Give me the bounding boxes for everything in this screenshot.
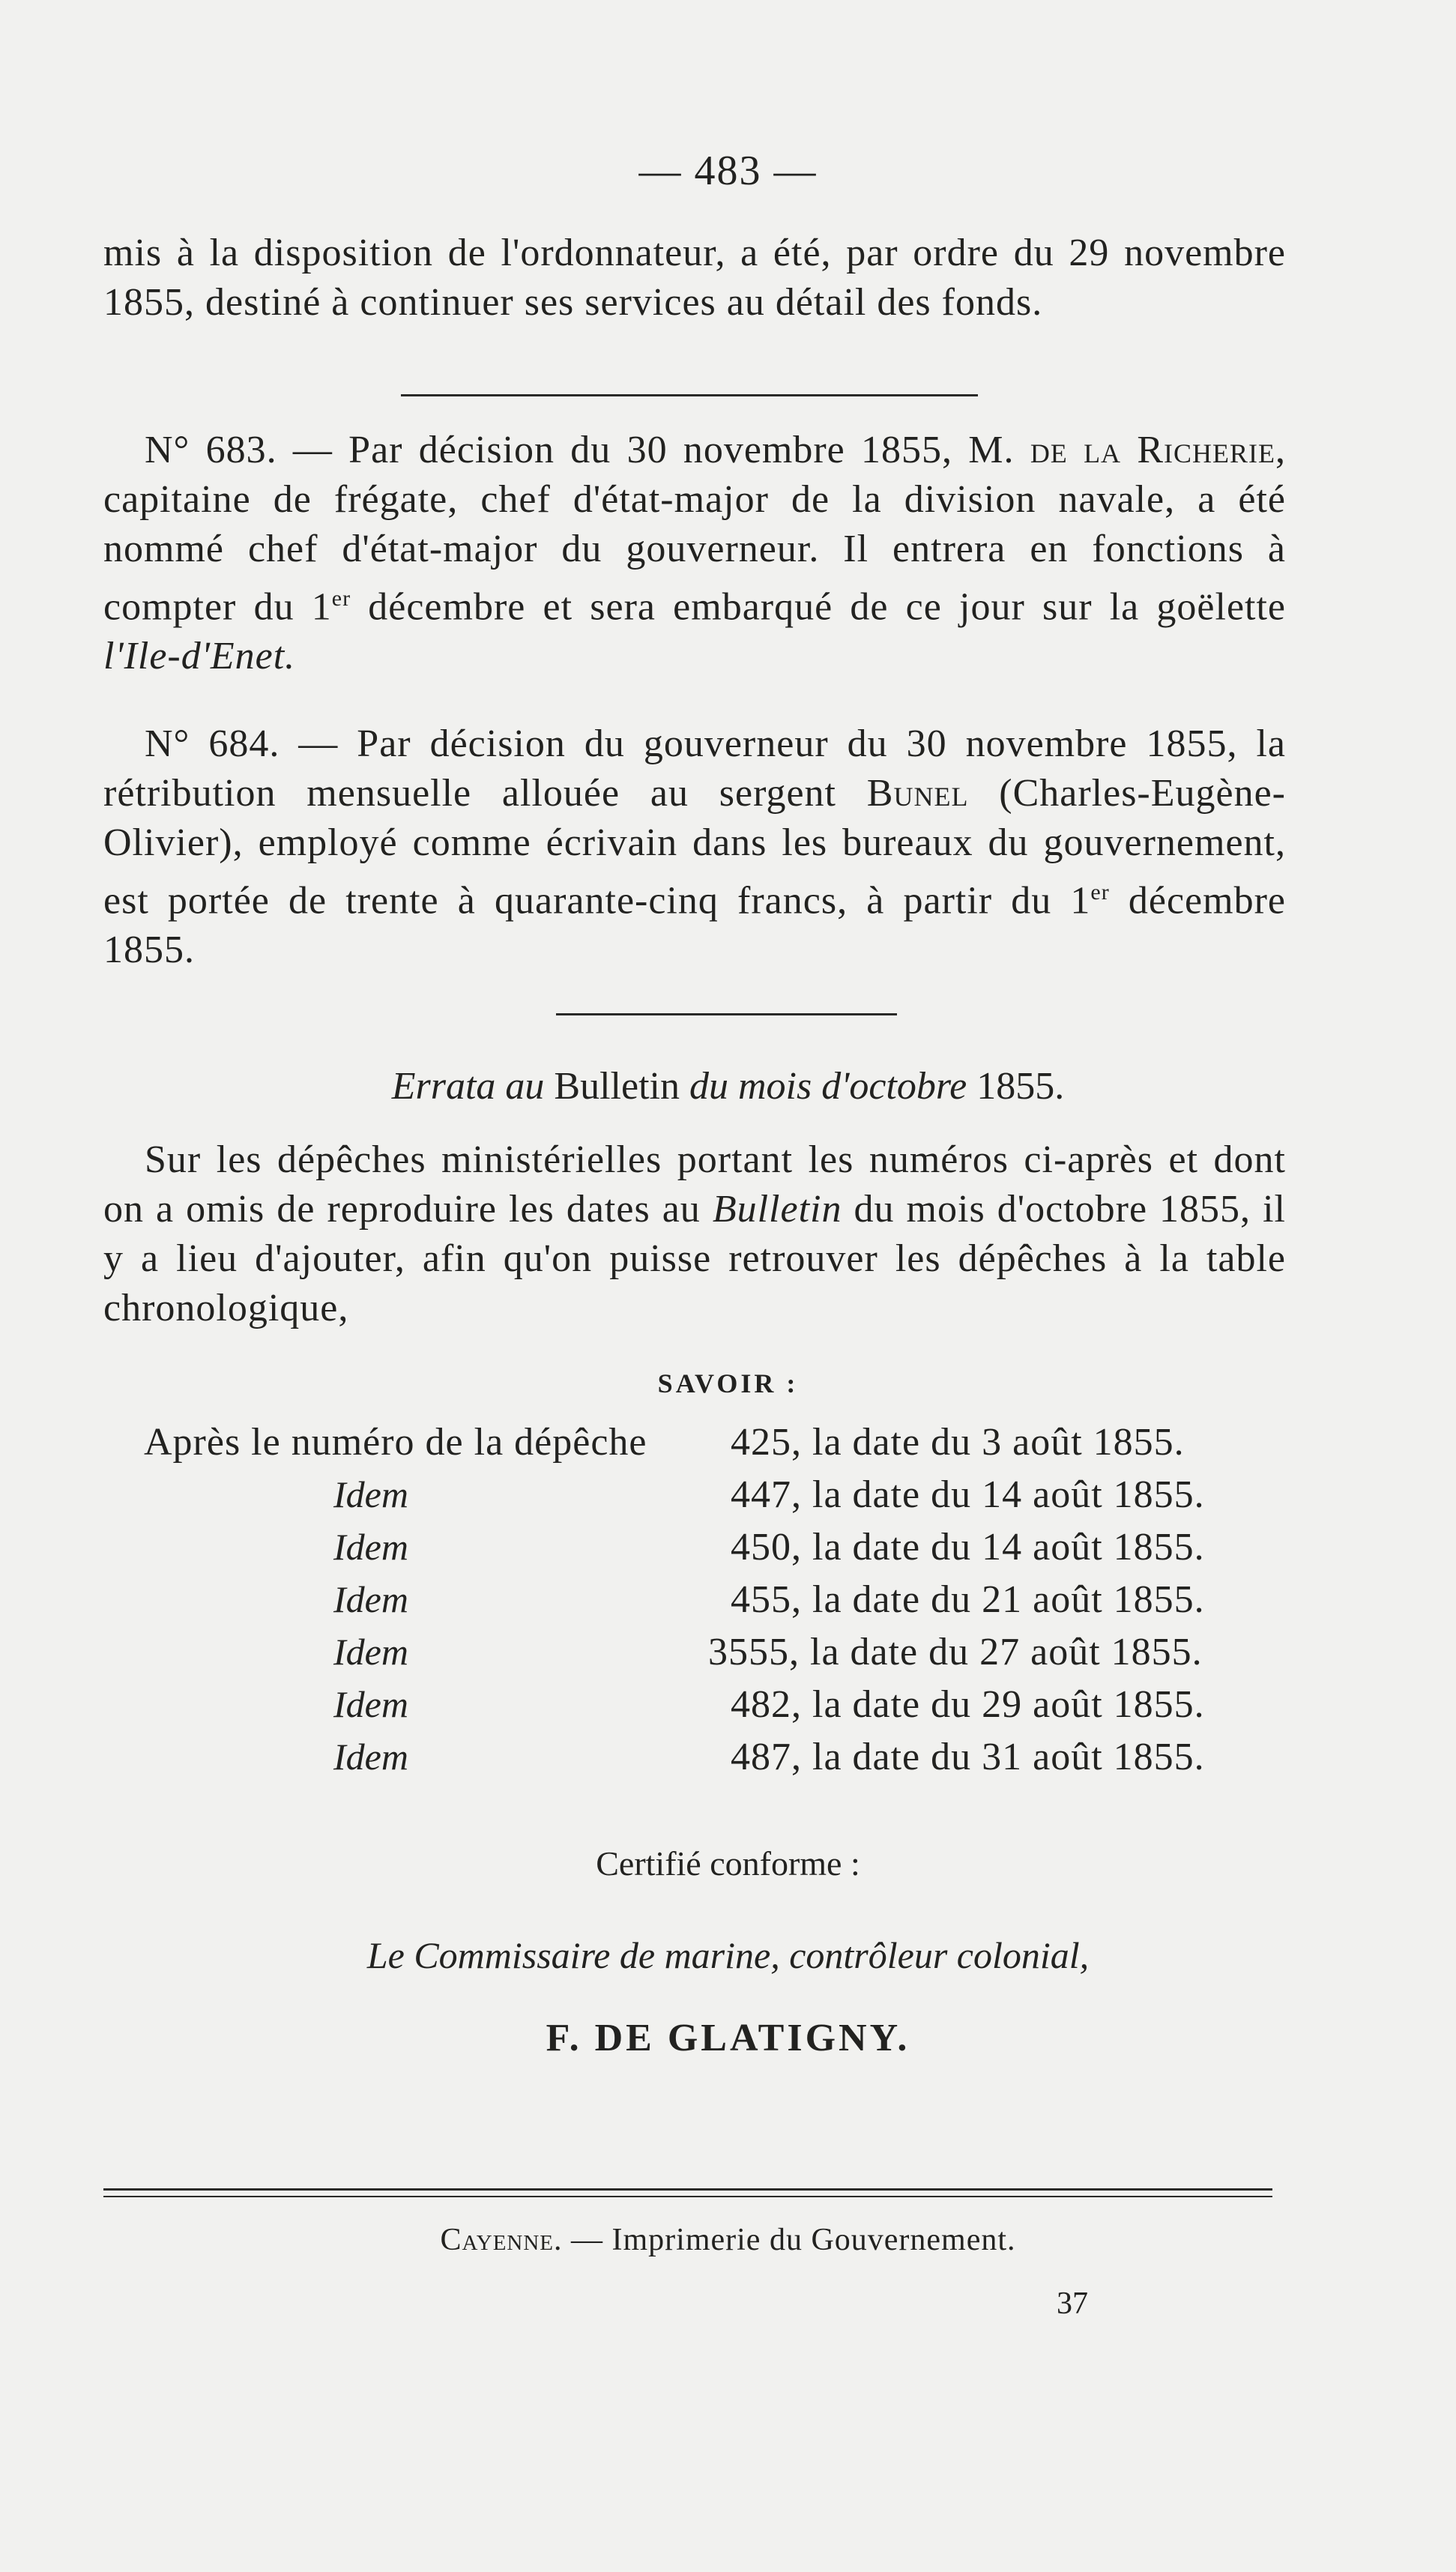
errata-title-part: Bulletin <box>544 1065 689 1108</box>
errata-title-part: 1855. <box>967 1065 1065 1108</box>
errata-first-label: Après le numéro de la dépêche <box>144 1421 647 1464</box>
errata-title-part: du mois d'octobre <box>689 1065 967 1108</box>
footer-printer: — Imprimerie du Gouvernement. <box>562 2223 1016 2257</box>
entry-text: — Par décision du 30 novembre 1855, M. <box>277 429 1030 471</box>
errata-text: Sur les dépêches ministérielles portant les numéros ci-après et dont on a omis de reproduire les dates au <box>103 1138 1286 1231</box>
footer-rule-bottom <box>103 2196 1272 2197</box>
entry-text: , capitaine de frégate, chef d'état-major de la division navale, a été nommé chef d'état-major du gouverneur. Il entrera en fonctions à compter du 1 <box>103 429 1286 629</box>
page-number: — 483 — <box>638 148 818 194</box>
entry-number: N° 683. <box>145 429 277 471</box>
entry-number: N° 684. <box>145 722 280 765</box>
errata-body <box>103 1135 1286 1333</box>
signatory-name: F. DE GLATIGNY. <box>546 2017 910 2059</box>
footer-imprint <box>0 2222 1456 2258</box>
errata-value: 482, la date du 29 août 1855. <box>731 1683 1205 1726</box>
person-name: de la Richerie <box>1030 429 1275 471</box>
errata-label: Idem <box>333 1578 408 1620</box>
errata-value: 447, la date du 14 août 1855. <box>731 1473 1205 1516</box>
errata-label: Idem <box>333 1683 408 1725</box>
errata-title <box>0 1064 1456 1108</box>
errata-text: du mois d'octobre 1855, il y a lieu d'ajouter, afin qu'on puisse retrouver les dépêches à la table chronologique, <box>103 1188 1286 1329</box>
superscript: er <box>1090 880 1110 905</box>
savoir-heading: SAVOIR : <box>657 1368 799 1398</box>
errata-label: Idem <box>333 1736 408 1778</box>
divider-rule <box>556 1013 897 1015</box>
continuation-text: mis à la disposition de l'ordonnateur, a été, par ordre du 29 novembre 1855, destiné à continuer ses services au détail des fonds. <box>103 232 1286 324</box>
entry-text: (Charles-Eugène-Olivier), employé comme écrivain dans les bureaux du gouvernement, est portée de trente à quarante-cinq francs, à partir du 1 <box>103 772 1286 923</box>
ship-name: l'Ile-d'Enet. <box>103 635 296 678</box>
errata-value: 487, la date du 31 août 1855. <box>731 1736 1205 1778</box>
errata-value: 3555, la date du 27 août 1855. <box>708 1631 1203 1673</box>
person-name: Bunel <box>866 772 969 815</box>
entry-683 <box>103 426 1286 681</box>
commissaire-role: Le Commissaire de marine, contrôleur colonial, <box>366 1934 1090 1976</box>
divider-rule <box>401 394 978 396</box>
errata-value: 455, la date du 21 août 1855. <box>731 1578 1205 1621</box>
footer-place: Cayenne. <box>440 2223 563 2257</box>
entry-684 <box>103 719 1286 975</box>
superscript: er <box>331 586 351 611</box>
errata-value: 425, la date du 3 août 1855. <box>731 1421 1185 1464</box>
errata-text: Bulletin <box>712 1188 842 1231</box>
errata-label: Idem <box>333 1473 408 1515</box>
errata-label: Idem <box>333 1526 408 1568</box>
entry-text: — Par décision du gouverneur du 30 novembre 1855, la rétribution mensuelle allouée au sergent <box>103 722 1286 815</box>
signature-mark: 37 <box>1057 2286 1088 2321</box>
entry-text: décembre 1855. <box>103 879 1286 972</box>
footer-rule-top <box>103 2188 1272 2191</box>
entry-text: décembre et sera embarqué de ce jour sur la goëlette <box>351 585 1286 629</box>
errata-label: Idem <box>333 1631 408 1673</box>
certifie-conforme: Certifié conforme : <box>596 1844 860 1883</box>
continuation-paragraph <box>103 229 1286 327</box>
errata-title-part: Errata au <box>391 1065 545 1108</box>
errata-value: 450, la date du 14 août 1855. <box>731 1526 1205 1569</box>
